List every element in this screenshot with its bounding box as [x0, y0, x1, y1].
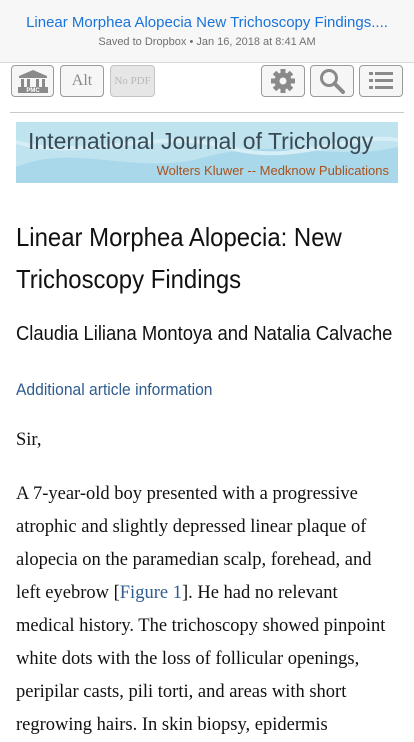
toolbar [0, 63, 414, 111]
pmc-button[interactable] [11, 65, 54, 97]
table-of-contents-button[interactable] [359, 65, 403, 97]
additional-info-link[interactable]: Additional article information [16, 380, 213, 399]
divider [10, 112, 404, 113]
journal-name: International Journal of Trichology [28, 128, 374, 154]
gear-icon [270, 68, 296, 94]
search-button[interactable] [310, 65, 354, 97]
article-paragraph [16, 478, 400, 742]
salutation: Sir, [16, 430, 42, 450]
search-icon [318, 68, 346, 94]
journal-banner [16, 122, 398, 183]
paragraph-text: ]. He had no relevant medical history. The trichoscopy showed pinpoint white dots with the loss of follicular openings, peripilar casts, pili torti, and areas with short regrowing hairs. In skin biopsy, epidermis [16, 583, 386, 735]
top-bar [0, 0, 414, 63]
pmc-logo-icon [15, 68, 51, 94]
figure-1-link[interactable]: Figure 1 [119, 583, 182, 603]
list-icon [368, 69, 394, 93]
settings-button[interactable] [261, 65, 305, 97]
alt-button[interactable]: Alt [60, 65, 104, 97]
svg-text:PMC: PMC [25, 88, 40, 94]
article-authors: Claudia Liliana Montoya and Natalia Calvache [16, 323, 393, 345]
document-title[interactable]: Linear Morphea Alopecia New Trichoscopy Findings.... [26, 14, 388, 31]
save-info: Saved to Dropbox • Jan 16, 2018 at 8:41 AM [98, 36, 316, 48]
article-title: Linear Morphea Alopecia: New Trichoscopy Findings [16, 222, 342, 294]
publisher-name: Wolters Kluwer -- Medknow Publications [156, 163, 389, 178]
no-pdf-button[interactable]: No PDF [110, 65, 155, 97]
paragraph-text: A 7-year-old boy presented with a progressive atrophic and slightly depressed linear plaque of alopecia on the paramedian scalp, forehead, and left eyebrow [ [16, 484, 372, 603]
